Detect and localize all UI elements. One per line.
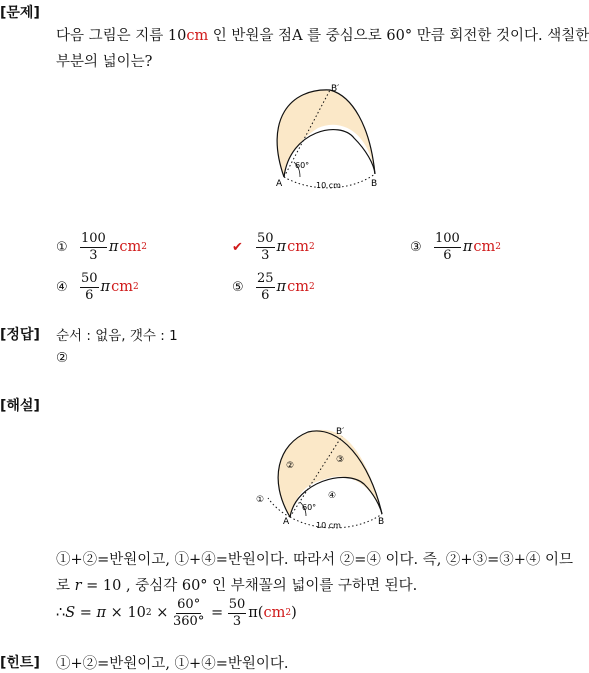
denominator: 6 [443, 247, 452, 263]
answer-line-2: ② [56, 350, 69, 366]
numerator: 50 [228, 597, 246, 612]
equals: = [206, 605, 228, 622]
unit: cm [119, 239, 142, 256]
exponent: 2 [308, 282, 315, 293]
therefore-symbol: ∴ [56, 605, 66, 622]
region-3-label: ③ [336, 455, 345, 465]
denominator: 360° [173, 613, 205, 629]
pi-symbol: π [96, 605, 107, 622]
fraction-result [228, 598, 247, 628]
numerator: 60° [177, 597, 201, 612]
hint-text: ①+②=반원이고, ①+④=반원이다. [56, 656, 289, 672]
exponent: 2 [495, 242, 501, 253]
variable-s: S [65, 605, 76, 622]
times-ten: × 10 [106, 605, 146, 622]
denominator: 3 [89, 247, 98, 263]
pi-symbol: π [276, 279, 287, 296]
explanation-text: = 10 , 중심각 60° 인 부채꼴의 넓이를 구하면 된다. [81, 578, 418, 594]
exponent: 2 [145, 608, 152, 619]
numerator: 100 [435, 231, 460, 246]
numerator: 50 [257, 231, 274, 246]
figure-rotated-semicircle [270, 80, 395, 192]
exponent: 2 [132, 282, 139, 293]
option-fraction [256, 272, 275, 302]
region-4-label: ④ [328, 491, 337, 501]
option-number: ⑤ [232, 279, 244, 295]
equals: = [75, 605, 97, 622]
option-2[interactable] [232, 232, 315, 262]
unit-cm: cm [186, 28, 209, 44]
answer-line-1: 순서 : 없음, 갯수 : 1 [56, 328, 178, 344]
checkmark-icon: ✔ [232, 239, 243, 255]
numerator: 25 [257, 271, 274, 286]
option-3[interactable] [410, 232, 501, 262]
denominator: 6 [261, 287, 270, 303]
option-4[interactable] [56, 272, 139, 302]
pi-symbol: π [108, 239, 119, 256]
explanation-line-1: ①+②=반원이고, ①+④=반원이다. 따라서 ②=④ 이다. 즉, ②+③=③+④ 이므 [56, 552, 574, 568]
option-number: ③ [410, 239, 422, 255]
region-1-label: ① [256, 495, 265, 505]
denominator: 3 [261, 247, 270, 263]
pi-paren: π( [248, 605, 264, 622]
answer-tag: [정답] [0, 327, 40, 343]
problem-text-a: 다음 그림은 지름 10 [56, 28, 187, 44]
label-b-prime: B′ [336, 427, 345, 437]
problem-text-b: 인 반원을 점A 를 중심으로 60° 만큼 회전한 것이다. 색칠한 [208, 28, 589, 44]
pi-symbol: π [100, 279, 111, 296]
explanation-formula [56, 598, 297, 628]
close-paren: ) [291, 605, 297, 622]
option-1[interactable] [56, 232, 147, 262]
label-a: A [283, 517, 290, 527]
hint-tag: [힌트] [0, 655, 40, 671]
label-b: B [371, 179, 378, 189]
fraction-angle [173, 598, 204, 628]
option-fraction [80, 272, 99, 302]
variable-r: r [74, 578, 82, 594]
numerator: 100 [81, 231, 106, 246]
problem-tag: [문제] [0, 5, 40, 21]
explanation-tag: [해설] [0, 398, 40, 414]
option-number: ④ [56, 279, 68, 295]
exponent: 2 [285, 608, 292, 619]
exponent: 2 [141, 242, 147, 253]
label-length: 10 cm [316, 521, 341, 530]
label-angle: 60° [302, 503, 317, 512]
option-fraction [434, 232, 461, 262]
option-fraction [80, 232, 107, 262]
pi-symbol: π [462, 239, 473, 256]
figure-explanation [250, 422, 395, 530]
unit: cm [263, 605, 286, 622]
problem-line-1 [56, 24, 589, 45]
option-fraction [256, 232, 275, 262]
label-b: B [378, 517, 385, 527]
denominator: 3 [232, 613, 242, 629]
denominator: 6 [85, 287, 94, 303]
option-number: ① [56, 239, 68, 255]
explanation-line-2 [56, 574, 417, 595]
label-length: 10 cm [316, 181, 341, 190]
unit: cm [111, 279, 133, 296]
unit: cm [287, 239, 309, 256]
option-5[interactable] [232, 272, 315, 302]
unit: cm [287, 279, 309, 296]
label-angle: 60° [295, 161, 310, 170]
region-2-label: ② [286, 461, 295, 471]
problem-line-2: 부분의 넓이는? [56, 54, 153, 70]
unit: cm [473, 239, 496, 256]
label-b-prime: B′ [331, 84, 340, 94]
label-a: A [276, 179, 283, 189]
explanation-text: 로 [56, 578, 75, 594]
numerator: 50 [81, 271, 98, 286]
pi-symbol: π [276, 239, 287, 256]
exponent: 2 [308, 242, 315, 253]
times: × [151, 605, 174, 622]
